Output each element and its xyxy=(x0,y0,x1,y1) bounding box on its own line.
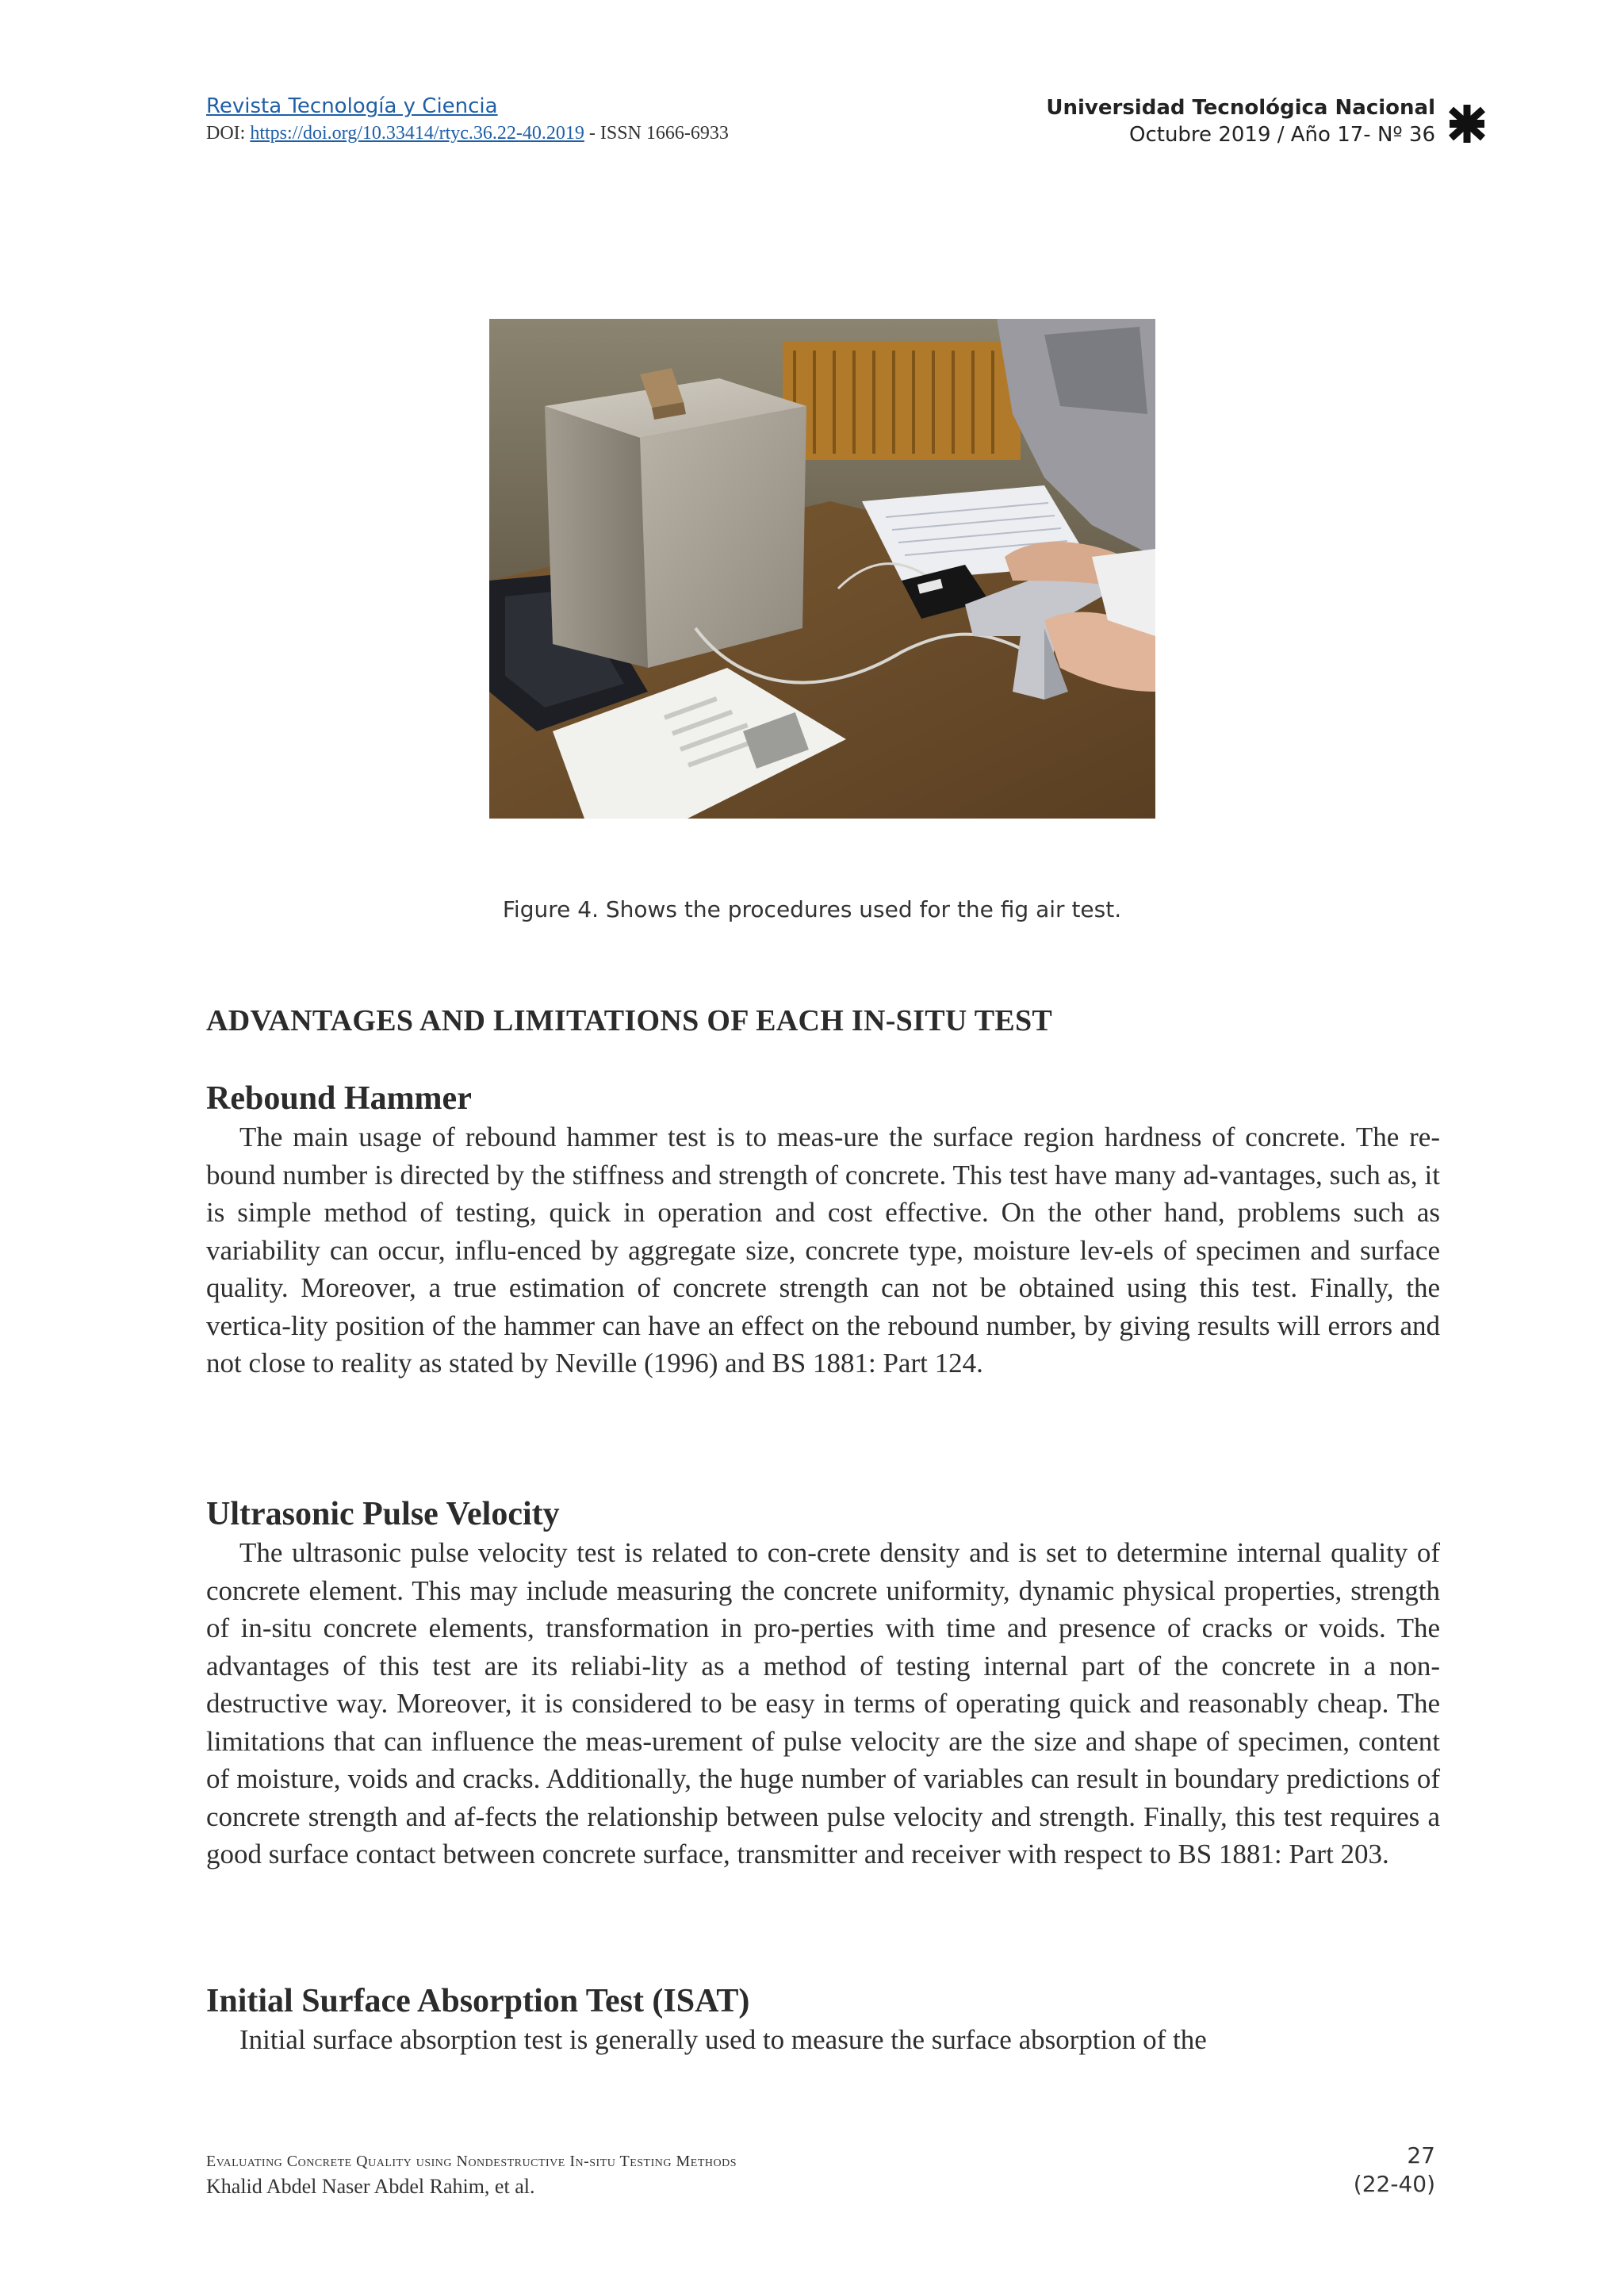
photo-illustration xyxy=(489,319,1155,819)
subsection-heading: Ultrasonic Pulse Velocity xyxy=(206,1496,560,1532)
figure-photo xyxy=(489,319,1155,819)
paragraph: The ultrasonic pulse velocity test is related to con-crete density and is set to determine internal quality of concrete element. This may include measuring the concrete uniformity, dynamic physical properties, strength of in-situ concrete elements, transformation in pro-perties with time and presence of cracks or voids. The advantages of this test are its reliabi-lity as a method of testing internal part of the concrete in a non-destructive way. Moreover, it is considered to be easy in terms of operating quick and reasonably cheap. The limitations that can influence the meas-urement of pulse velocity are the size and shape of specimen, content of moisture, voids and cracks. Additionally, the huge number of variables can result in boundary predictions of concrete strength and af-fects the relationship between pulse velocity and strength. Finally, this test requires a good surface contact between concrete surface, transmitter and receiver with respect to BS 1881: Part 203. xyxy=(206,1537,1440,1869)
issn: - ISSN 1666-6933 xyxy=(584,123,729,144)
subsection-heading: Initial Surface Absorption Test (ISAT) xyxy=(206,1983,750,2019)
doi-link[interactable]: https://doi.org/10.33414/rtyc.36.22-40.2019 xyxy=(250,123,584,144)
paragraph: Initial surface absorption test is generally used to measure the surface absorption of the xyxy=(239,2024,1207,2055)
journal-name-link[interactable]: Revista Tecnología y Ciencia xyxy=(206,94,498,118)
page-number: 27 xyxy=(1407,2142,1435,2169)
institution-header xyxy=(1046,94,1435,148)
authors: Khalid Abdel Naser Abdel Rahim, et al. xyxy=(206,2175,535,2198)
university-name: Universidad Tecnológica Nacional xyxy=(1046,96,1435,120)
doi-prefix: DOI: xyxy=(206,123,251,144)
isat-section xyxy=(206,1981,1440,2059)
subsection-heading: Rebound Hammer xyxy=(206,1080,472,1117)
page-range: (22-40) xyxy=(1353,2171,1435,2197)
ultrasonic-pulse-velocity-section xyxy=(206,1494,1440,1873)
figure-caption: Figure 4. Shows the procedures used for the fig air test. xyxy=(502,896,1122,922)
footer-right xyxy=(1354,2142,1435,2199)
section-title: ADVANTAGES AND LIMITATIONS OF EACH IN-SITU TEST xyxy=(206,1004,1053,1037)
paragraph: The main usage of rebound hammer test is to meas-ure the surface region hardness of concrete. The re-bound number is directed by the stiffness and strength of concrete. This test have many ad-vantages, such as, it is simple method of testing, quick in operation and cost effective. On the other hand, problems such as variability can occur, influ-enced by aggregate size, concrete type, moisture lev-els of specimen and surface quality. Moreover, a true estimation of concrete strength can not be obtained using this test. Finally, the vertica-lity position of the hammer can have an effect on the rebound number, by giving results will errors and not close to reality as stated by Neville (1996) and BS 1881: Part 124. xyxy=(206,1122,1440,1379)
issue-info: Octubre 2019 / Año 17- Nº 36 xyxy=(1129,123,1435,147)
utn-logo-icon xyxy=(1446,103,1488,144)
rebound-hammer-section xyxy=(206,1079,1440,1382)
journal-header xyxy=(206,92,729,146)
footer-left xyxy=(206,2149,737,2200)
running-title: Evaluating Concrete Quality using Nondestructive In-situ Testing Methods xyxy=(206,2153,737,2170)
doi-line xyxy=(206,121,729,146)
